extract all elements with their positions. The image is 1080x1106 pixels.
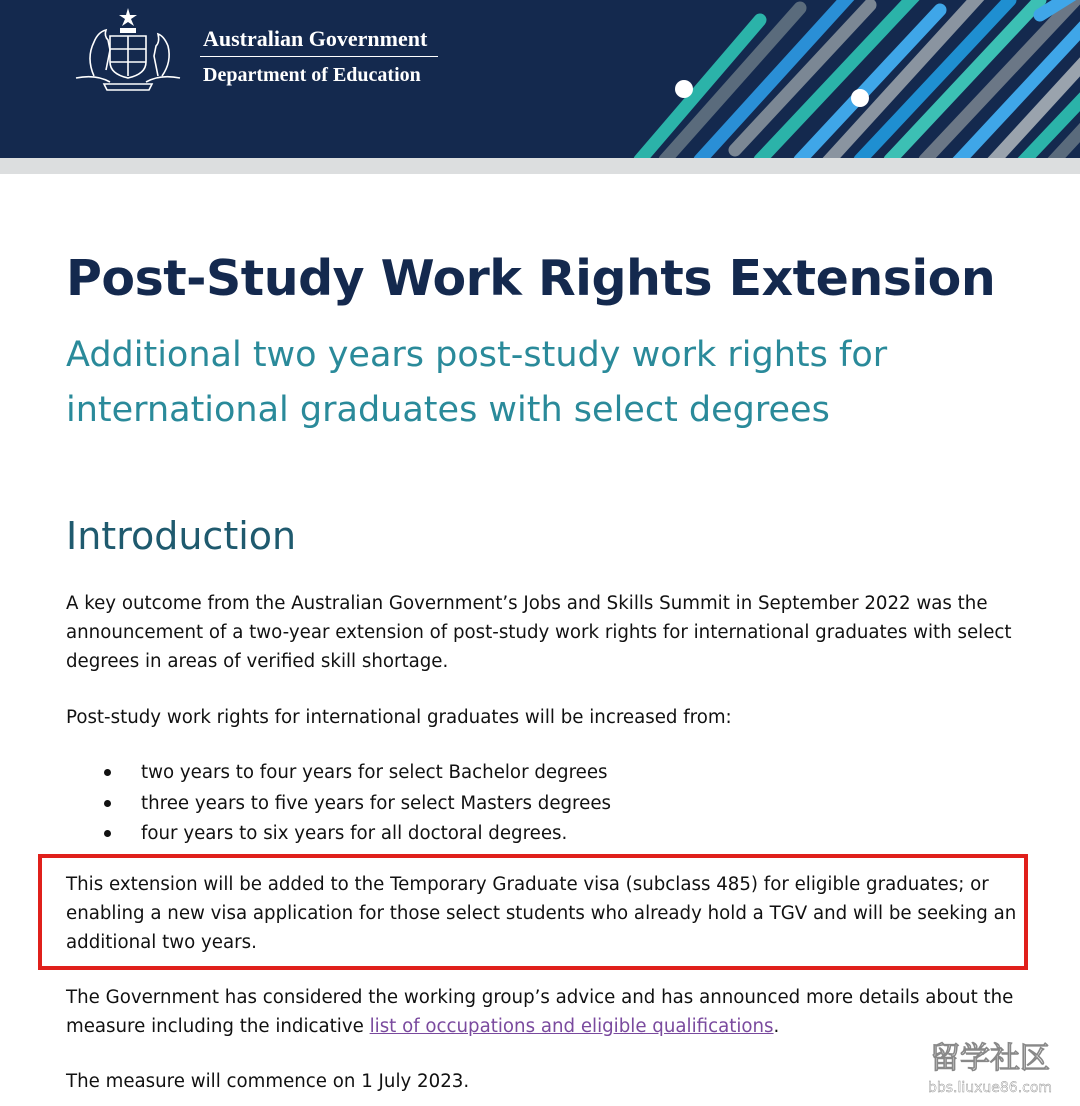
bullet-icon (104, 769, 111, 776)
government-name: Australian Government (203, 26, 428, 51)
list-item: two years to four years for select Bachelor degrees (66, 758, 611, 789)
coat-of-arms-icon (64, 6, 192, 94)
increase-paragraph: Post-study work rights for international graduates will be increased from: (66, 707, 732, 728)
watermark-title: 留学社区 (930, 1041, 1050, 1076)
list-item: three years to five years for select Masters degrees (66, 789, 611, 820)
watermark-url: bbs.liuxue86.com (927, 1080, 1053, 1096)
page-subtitle: Additional two years post-study work rights for international graduates with select degrees (66, 335, 888, 430)
header-banner (0, 0, 1080, 158)
list-item: four years to six years for all doctoral degrees. (66, 819, 611, 850)
government-advice-paragraph: The Government has considered the working group’s advice and has announced more details about the measure including the indicative list of occupations and eligible qualifications. (66, 987, 1014, 1037)
department-name: Department of Education (203, 64, 421, 86)
occupations-list-link[interactable]: list of occupations and eligible qualifications (369, 1016, 774, 1037)
bullet-list (66, 758, 611, 850)
commence-paragraph: The measure will commence on 1 July 2023. (66, 1071, 470, 1092)
highlighted-paragraph: This extension will be added to the Temporary Graduate visa (subclass 485) for eligible graduates; or enabling a new visa application for those select students who already hold a TGV and will be seeking an additional two years. (66, 874, 1017, 953)
crest-divider (200, 56, 438, 57)
bullet-icon (104, 800, 111, 807)
intro-paragraph: A key outcome from the Australian Government’s Jobs and Skills Summit in September 2022 was the announcement of a two-year extension of post-study work rights for international graduates with select degrees in areas of verified skill shortage. (66, 593, 1012, 672)
introduction-heading: Introduction (66, 514, 297, 558)
site-watermark (912, 1036, 1068, 1100)
page-title: Post-Study Work Rights Extension (66, 250, 996, 307)
banner-bottom-strip (0, 158, 1080, 174)
bullet-icon (104, 830, 111, 837)
